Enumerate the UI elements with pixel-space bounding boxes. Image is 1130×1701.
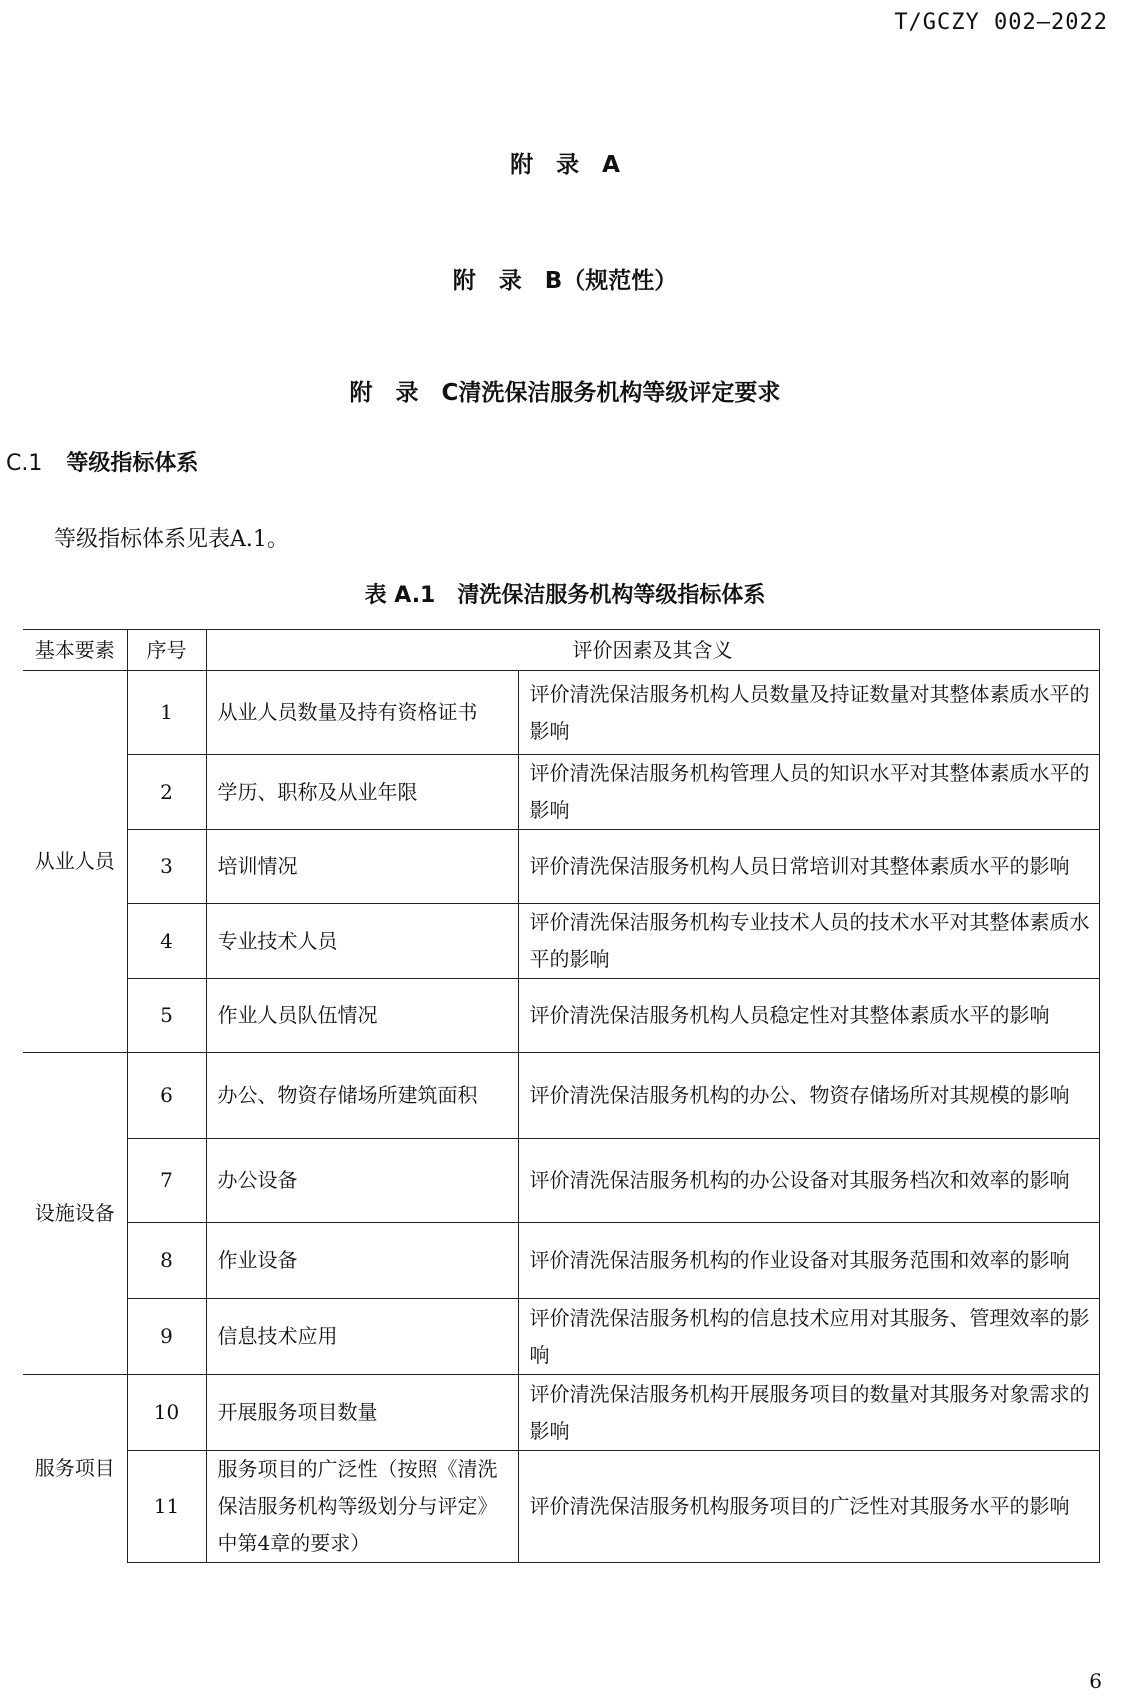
section-number: C.1 (6, 451, 43, 476)
row-number: 1 (127, 671, 206, 755)
factor-cell: 学历、职称及从业年限 (206, 755, 518, 830)
description-cell: 评价清洗保洁服务机构管理人员的知识水平对其整体素质水平的影响 (518, 755, 1099, 830)
table-row (23, 904, 1099, 979)
factor-cell: 专业技术人员 (206, 904, 518, 979)
row-number: 10 (127, 1375, 206, 1451)
factor-cell: 服务项目的广泛性（按照《清洗保洁服务机构等级划分与评定》中第4章的要求） (206, 1451, 518, 1563)
description-cell: 评价清洗保洁服务机构人员日常培训对其整体素质水平的影响 (518, 830, 1099, 904)
table-caption: 表 A.1 清洗保洁服务机构等级指标体系 (364, 583, 766, 608)
appendix-b-title: 附 录 B（规范性） (452, 268, 678, 294)
grade-index-table (23, 629, 1100, 1563)
row-number: 5 (127, 979, 206, 1053)
table-row (23, 1053, 1099, 1139)
description-cell: 评价清洗保洁服务机构的信息技术应用对其服务、管理效率的影响 (518, 1299, 1099, 1375)
header-element: 基本要素 (23, 630, 127, 671)
table-header-row (23, 630, 1099, 671)
factor-cell: 信息技术应用 (206, 1299, 518, 1375)
section-title: 等级指标体系 (66, 451, 199, 476)
appendix-a-title: 附 录 A (510, 152, 620, 178)
factor-cell: 办公、物资存储场所建筑面积 (206, 1053, 518, 1139)
row-number: 11 (127, 1451, 206, 1563)
section-heading (6, 446, 198, 477)
factor-cell: 办公设备 (206, 1139, 518, 1223)
table-row (23, 830, 1099, 904)
element-cell: 设施设备 (23, 1053, 127, 1375)
description-cell: 评价清洗保洁服务机构开展服务项目的数量对其服务对象需求的影响 (518, 1375, 1099, 1451)
row-number: 2 (127, 755, 206, 830)
document-code: T/GCZY 002—2022 (894, 10, 1108, 35)
description-cell: 评价清洗保洁服务机构人员稳定性对其整体素质水平的影响 (518, 979, 1099, 1053)
header-factor: 评价因素及其含义 (206, 630, 1099, 671)
description-cell: 评价清洗保洁服务机构的作业设备对其服务范围和效率的影响 (518, 1223, 1099, 1299)
description-cell: 评价清洗保洁服务机构服务项目的广泛性对其服务水平的影响 (518, 1451, 1099, 1563)
table-row (23, 671, 1099, 755)
table-row (23, 1139, 1099, 1223)
appendix-c-title: 附 录 C清洗保洁服务机构等级评定要求 (349, 380, 781, 406)
table-row (23, 1375, 1099, 1451)
factor-cell: 开展服务项目数量 (206, 1375, 518, 1451)
row-number: 4 (127, 904, 206, 979)
description-cell: 评价清洗保洁服务机构的办公设备对其服务档次和效率的影响 (518, 1139, 1099, 1223)
row-number: 3 (127, 830, 206, 904)
table-row (23, 1451, 1099, 1563)
row-number: 9 (127, 1299, 206, 1375)
table-row (23, 979, 1099, 1053)
factor-cell: 培训情况 (206, 830, 518, 904)
description-cell: 评价清洗保洁服务机构专业技术人员的技术水平对其整体素质水平的影响 (518, 904, 1099, 979)
factor-cell: 从业人员数量及持有资格证书 (206, 671, 518, 755)
header-no: 序号 (127, 630, 206, 671)
element-cell: 服务项目 (23, 1375, 127, 1563)
table-row (23, 755, 1099, 830)
row-number: 8 (127, 1223, 206, 1299)
factor-cell: 作业设备 (206, 1223, 518, 1299)
factor-cell: 作业人员队伍情况 (206, 979, 518, 1053)
table-row (23, 1223, 1099, 1299)
body-paragraph: 等级指标体系见表A.1。 (54, 527, 289, 552)
description-cell: 评价清洗保洁服务机构人员数量及持证数量对其整体素质水平的影响 (518, 671, 1099, 755)
element-cell: 从业人员 (23, 671, 127, 1053)
row-number: 6 (127, 1053, 206, 1139)
row-number: 7 (127, 1139, 206, 1223)
table-row (23, 1299, 1099, 1375)
page-number: 6 (1089, 1669, 1102, 1693)
description-cell: 评价清洗保洁服务机构的办公、物资存储场所对其规模的影响 (518, 1053, 1099, 1139)
